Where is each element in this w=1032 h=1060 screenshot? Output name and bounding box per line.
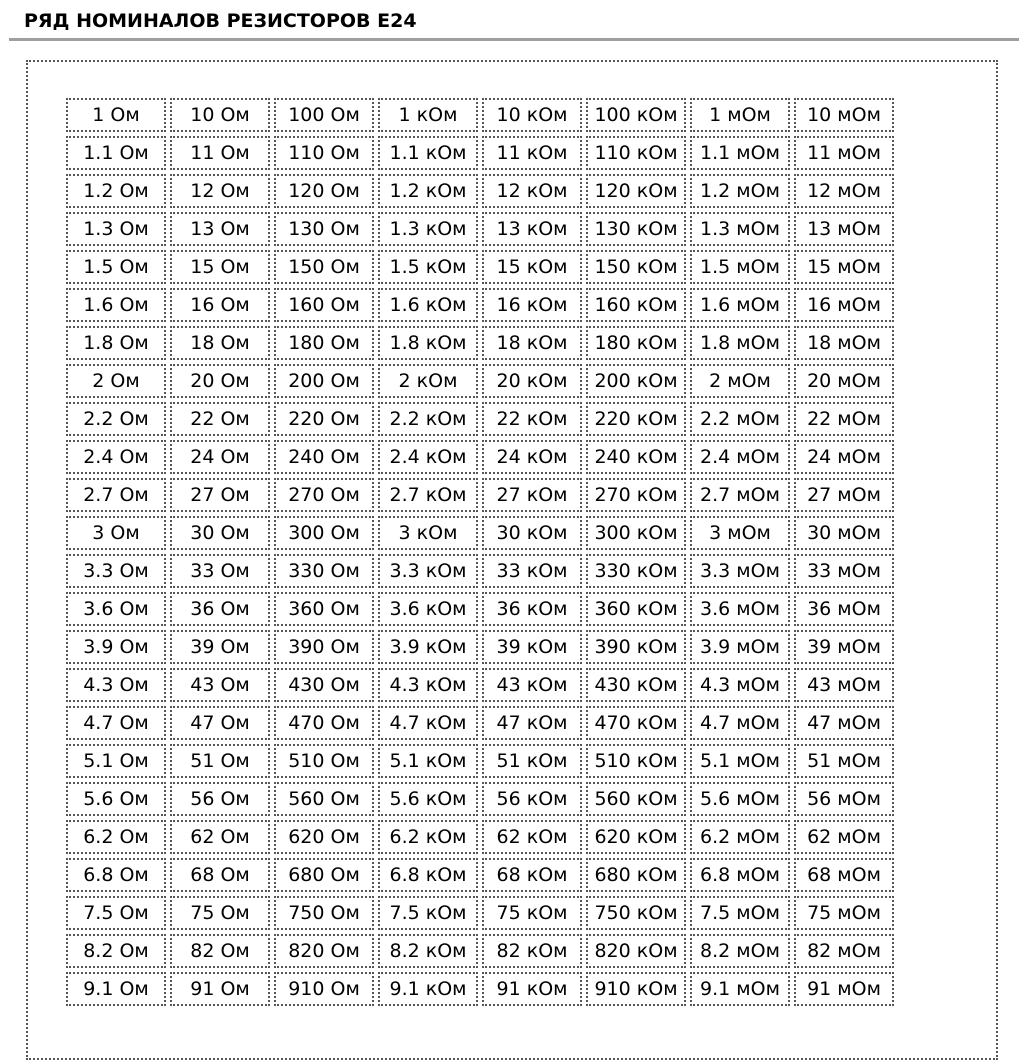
table-cell: 11 Ом [170, 136, 270, 170]
table-cell: 24 кОм [482, 440, 582, 474]
table-row [66, 896, 894, 930]
table-cell: 3.3 кОм [378, 554, 478, 588]
table-row [66, 554, 894, 588]
table-cell: 39 Ом [170, 630, 270, 664]
table-cell: 1.5 мОм [690, 250, 790, 284]
table-cell: 22 Ом [170, 402, 270, 436]
table-cell: 620 Ом [274, 820, 374, 854]
table-cell: 75 мОм [794, 896, 894, 930]
table-cell: 3.3 Ом [66, 554, 166, 588]
table-cell: 20 кОм [482, 364, 582, 398]
table-cell: 62 Ом [170, 820, 270, 854]
table-cell: 390 Ом [274, 630, 374, 664]
table-cell: 3 мОм [690, 516, 790, 550]
table-cell: 33 мОм [794, 554, 894, 588]
table-cell: 1 кОм [378, 98, 478, 132]
table-cell: 5.1 Ом [66, 744, 166, 778]
table-cell: 270 кОм [586, 478, 686, 512]
table-cell: 47 Ом [170, 706, 270, 740]
table-cell: 68 кОм [482, 858, 582, 892]
table-cell: 56 мОм [794, 782, 894, 816]
table-cell: 3.9 кОм [378, 630, 478, 664]
table-cell: 13 Ом [170, 212, 270, 246]
table-cell: 1.3 мОм [690, 212, 790, 246]
table-cell: 8.2 кОм [378, 934, 478, 968]
table-cell: 2.2 мОм [690, 402, 790, 436]
table-cell: 30 кОм [482, 516, 582, 550]
table-cell: 270 Ом [274, 478, 374, 512]
table-cell: 5.6 Ом [66, 782, 166, 816]
table-cell: 1.1 мОм [690, 136, 790, 170]
table-cell: 62 кОм [482, 820, 582, 854]
table-cell: 2.7 Ом [66, 478, 166, 512]
page-title: РЯД НОМИНАЛОВ РЕЗИСТОРОВ E24 [24, 10, 417, 32]
table-cell: 5.6 мОм [690, 782, 790, 816]
table-cell: 27 Ом [170, 478, 270, 512]
table-cell: 910 кОм [586, 972, 686, 1006]
table-cell: 6.8 мОм [690, 858, 790, 892]
table-cell: 20 мОм [794, 364, 894, 398]
table-cell: 2 кОм [378, 364, 478, 398]
table-row [66, 288, 894, 322]
table-cell: 1.8 кОм [378, 326, 478, 360]
table-row [66, 440, 894, 474]
table-cell: 160 Ом [274, 288, 374, 322]
table-cell: 6.2 кОм [378, 820, 478, 854]
table-cell: 36 мОм [794, 592, 894, 626]
table-cell: 2.4 кОм [378, 440, 478, 474]
table-cell: 30 Ом [170, 516, 270, 550]
table-cell: 1.1 кОм [378, 136, 478, 170]
table-row [66, 630, 894, 664]
table-cell: 18 Ом [170, 326, 270, 360]
table-cell: 68 мОм [794, 858, 894, 892]
table-row [66, 250, 894, 284]
table-cell: 430 кОм [586, 668, 686, 702]
table-cell: 47 кОм [482, 706, 582, 740]
table-cell: 36 Ом [170, 592, 270, 626]
table-cell: 620 кОм [586, 820, 686, 854]
table-cell: 11 кОм [482, 136, 582, 170]
table-cell: 5.1 кОм [378, 744, 478, 778]
table-cell: 680 Ом [274, 858, 374, 892]
table-row [66, 364, 894, 398]
title-underline [9, 38, 1019, 41]
table-cell: 15 кОм [482, 250, 582, 284]
table-cell: 13 кОм [482, 212, 582, 246]
table-cell: 16 мОм [794, 288, 894, 322]
table-cell: 27 мОм [794, 478, 894, 512]
table-row [66, 326, 894, 360]
table-cell: 9.1 мОм [690, 972, 790, 1006]
table-cell: 510 кОм [586, 744, 686, 778]
table-cell: 560 Ом [274, 782, 374, 816]
table-cell: 82 кОм [482, 934, 582, 968]
table-cell: 130 кОм [586, 212, 686, 246]
table-cell: 1.3 Ом [66, 212, 166, 246]
table-cell: 6.2 мОм [690, 820, 790, 854]
table-cell: 15 Ом [170, 250, 270, 284]
table-body [66, 98, 894, 1006]
table-cell: 330 Ом [274, 554, 374, 588]
table-cell: 120 Ом [274, 174, 374, 208]
table-cell: 470 кОм [586, 706, 686, 740]
table-cell: 62 мОм [794, 820, 894, 854]
table-cell: 1.6 кОм [378, 288, 478, 322]
table-cell: 1.6 Ом [66, 288, 166, 322]
table-cell: 56 кОм [482, 782, 582, 816]
table-cell: 180 кОм [586, 326, 686, 360]
table-row [66, 592, 894, 626]
table-cell: 7.5 кОм [378, 896, 478, 930]
table-cell: 27 кОм [482, 478, 582, 512]
table-row [66, 98, 894, 132]
table-cell: 2.2 кОм [378, 402, 478, 436]
table-cell: 12 Ом [170, 174, 270, 208]
table-cell: 820 Ом [274, 934, 374, 968]
table-cell: 4.7 мОм [690, 706, 790, 740]
table-cell: 1.2 Ом [66, 174, 166, 208]
table-cell: 750 Ом [274, 896, 374, 930]
table-cell: 1.2 мОм [690, 174, 790, 208]
table-cell: 4.7 Ом [66, 706, 166, 740]
table-cell: 2.4 Ом [66, 440, 166, 474]
table-cell: 1.8 Ом [66, 326, 166, 360]
table-cell: 2 Ом [66, 364, 166, 398]
table-cell: 6.8 кОм [378, 858, 478, 892]
table-cell: 24 мОм [794, 440, 894, 474]
table-cell: 3.6 Ом [66, 592, 166, 626]
table-cell: 3.9 Ом [66, 630, 166, 664]
table-cell: 33 кОм [482, 554, 582, 588]
table-cell: 360 Ом [274, 592, 374, 626]
table-cell: 2.4 мОм [690, 440, 790, 474]
table-cell: 1 мОм [690, 98, 790, 132]
table-cell: 33 Ом [170, 554, 270, 588]
table-row [66, 744, 894, 778]
table-cell: 68 Ом [170, 858, 270, 892]
table-cell: 750 кОм [586, 896, 686, 930]
table-cell: 240 кОм [586, 440, 686, 474]
table-row [66, 972, 894, 1006]
table-cell: 91 кОм [482, 972, 582, 1006]
resistor-values-table [62, 94, 898, 1010]
table-cell: 330 кОм [586, 554, 686, 588]
table-cell: 30 мОм [794, 516, 894, 550]
table-cell: 120 кОм [586, 174, 686, 208]
table-cell: 1.1 Ом [66, 136, 166, 170]
table-cell: 10 кОм [482, 98, 582, 132]
table-cell: 910 Ом [274, 972, 374, 1006]
table-cell: 130 Ом [274, 212, 374, 246]
table-cell: 820 кОм [586, 934, 686, 968]
table-cell: 1.5 Ом [66, 250, 166, 284]
table-cell: 82 Ом [170, 934, 270, 968]
table-cell: 4.7 кОм [378, 706, 478, 740]
table-cell: 22 мОм [794, 402, 894, 436]
table-cell: 3 кОм [378, 516, 478, 550]
table-cell: 1.8 мОм [690, 326, 790, 360]
table-cell: 3.3 мОм [690, 554, 790, 588]
table-cell: 4.3 Ом [66, 668, 166, 702]
table-cell: 10 мОм [794, 98, 894, 132]
table-row [66, 782, 894, 816]
table-row [66, 402, 894, 436]
table-cell: 43 мОм [794, 668, 894, 702]
table-cell: 220 Ом [274, 402, 374, 436]
table-cell: 3.6 кОм [378, 592, 478, 626]
table-cell: 9.1 кОм [378, 972, 478, 1006]
table-cell: 5.6 кОм [378, 782, 478, 816]
table-cell: 4.3 мОм [690, 668, 790, 702]
table-cell: 43 кОм [482, 668, 582, 702]
table-cell: 39 кОм [482, 630, 582, 664]
table-cell: 360 кОм [586, 592, 686, 626]
table-cell: 7.5 Ом [66, 896, 166, 930]
table-cell: 8.2 Ом [66, 934, 166, 968]
table-cell: 110 кОм [586, 136, 686, 170]
table-row [66, 136, 894, 170]
table-cell: 240 Ом [274, 440, 374, 474]
table-cell: 150 кОм [586, 250, 686, 284]
table-cell: 12 мОм [794, 174, 894, 208]
table-cell: 510 Ом [274, 744, 374, 778]
table-row [66, 212, 894, 246]
table-row [66, 174, 894, 208]
table-cell: 300 кОм [586, 516, 686, 550]
table-cell: 150 Ом [274, 250, 374, 284]
table-cell: 9.1 Ом [66, 972, 166, 1006]
table-cell: 24 Ом [170, 440, 270, 474]
table-cell: 160 кОм [586, 288, 686, 322]
table-row [66, 934, 894, 968]
table-cell: 200 Ом [274, 364, 374, 398]
table-cell: 3.6 мОм [690, 592, 790, 626]
table-cell: 2.2 Ом [66, 402, 166, 436]
table-cell: 16 Ом [170, 288, 270, 322]
table-cell: 13 мОм [794, 212, 894, 246]
table-cell: 180 Ом [274, 326, 374, 360]
table-cell: 11 мОм [794, 136, 894, 170]
table-cell: 12 кОм [482, 174, 582, 208]
table-cell: 22 кОм [482, 402, 582, 436]
table-cell: 200 кОм [586, 364, 686, 398]
table-cell: 18 мОм [794, 326, 894, 360]
table-cell: 3 Ом [66, 516, 166, 550]
table-row [66, 516, 894, 550]
table-row [66, 478, 894, 512]
table-cell: 100 кОм [586, 98, 686, 132]
table-cell: 3.9 мОм [690, 630, 790, 664]
table-cell: 47 мОм [794, 706, 894, 740]
table-cell: 51 кОм [482, 744, 582, 778]
table-cell: 91 Ом [170, 972, 270, 1006]
table-cell: 51 Ом [170, 744, 270, 778]
table-cell: 4.3 кОм [378, 668, 478, 702]
table-cell: 100 Ом [274, 98, 374, 132]
table-cell: 75 кОм [482, 896, 582, 930]
table-cell: 39 мОм [794, 630, 894, 664]
table-cell: 82 мОм [794, 934, 894, 968]
table-cell: 110 Ом [274, 136, 374, 170]
table-cell: 91 мОм [794, 972, 894, 1006]
table-cell: 1.5 кОм [378, 250, 478, 284]
table-cell: 18 кОм [482, 326, 582, 360]
table-cell: 1.3 кОм [378, 212, 478, 246]
table-row [66, 858, 894, 892]
table-cell: 20 Ом [170, 364, 270, 398]
table-cell: 220 кОм [586, 402, 686, 436]
table-cell: 8.2 мОм [690, 934, 790, 968]
table-cell: 5.1 мОм [690, 744, 790, 778]
table-cell: 470 Ом [274, 706, 374, 740]
table-cell: 680 кОм [586, 858, 686, 892]
table-cell: 300 Ом [274, 516, 374, 550]
table-cell: 2.7 мОм [690, 478, 790, 512]
table-cell: 51 мОм [794, 744, 894, 778]
table-cell: 430 Ом [274, 668, 374, 702]
table-cell: 560 кОм [586, 782, 686, 816]
table-cell: 10 Ом [170, 98, 270, 132]
table-cell: 15 мОм [794, 250, 894, 284]
table-cell: 1.2 кОм [378, 174, 478, 208]
table-row [66, 820, 894, 854]
table-cell: 36 кОм [482, 592, 582, 626]
table-cell: 56 Ом [170, 782, 270, 816]
table-cell: 390 кОм [586, 630, 686, 664]
table-cell: 43 Ом [170, 668, 270, 702]
table-cell: 7.5 мОм [690, 896, 790, 930]
table-cell: 1.6 мОм [690, 288, 790, 322]
table-cell: 16 кОм [482, 288, 582, 322]
table-row [66, 706, 894, 740]
table-cell: 2 мОм [690, 364, 790, 398]
table-cell: 6.8 Ом [66, 858, 166, 892]
table-cell: 1 Ом [66, 98, 166, 132]
table-cell: 6.2 Ом [66, 820, 166, 854]
table-cell: 75 Ом [170, 896, 270, 930]
table-row [66, 668, 894, 702]
table-cell: 2.7 кОм [378, 478, 478, 512]
